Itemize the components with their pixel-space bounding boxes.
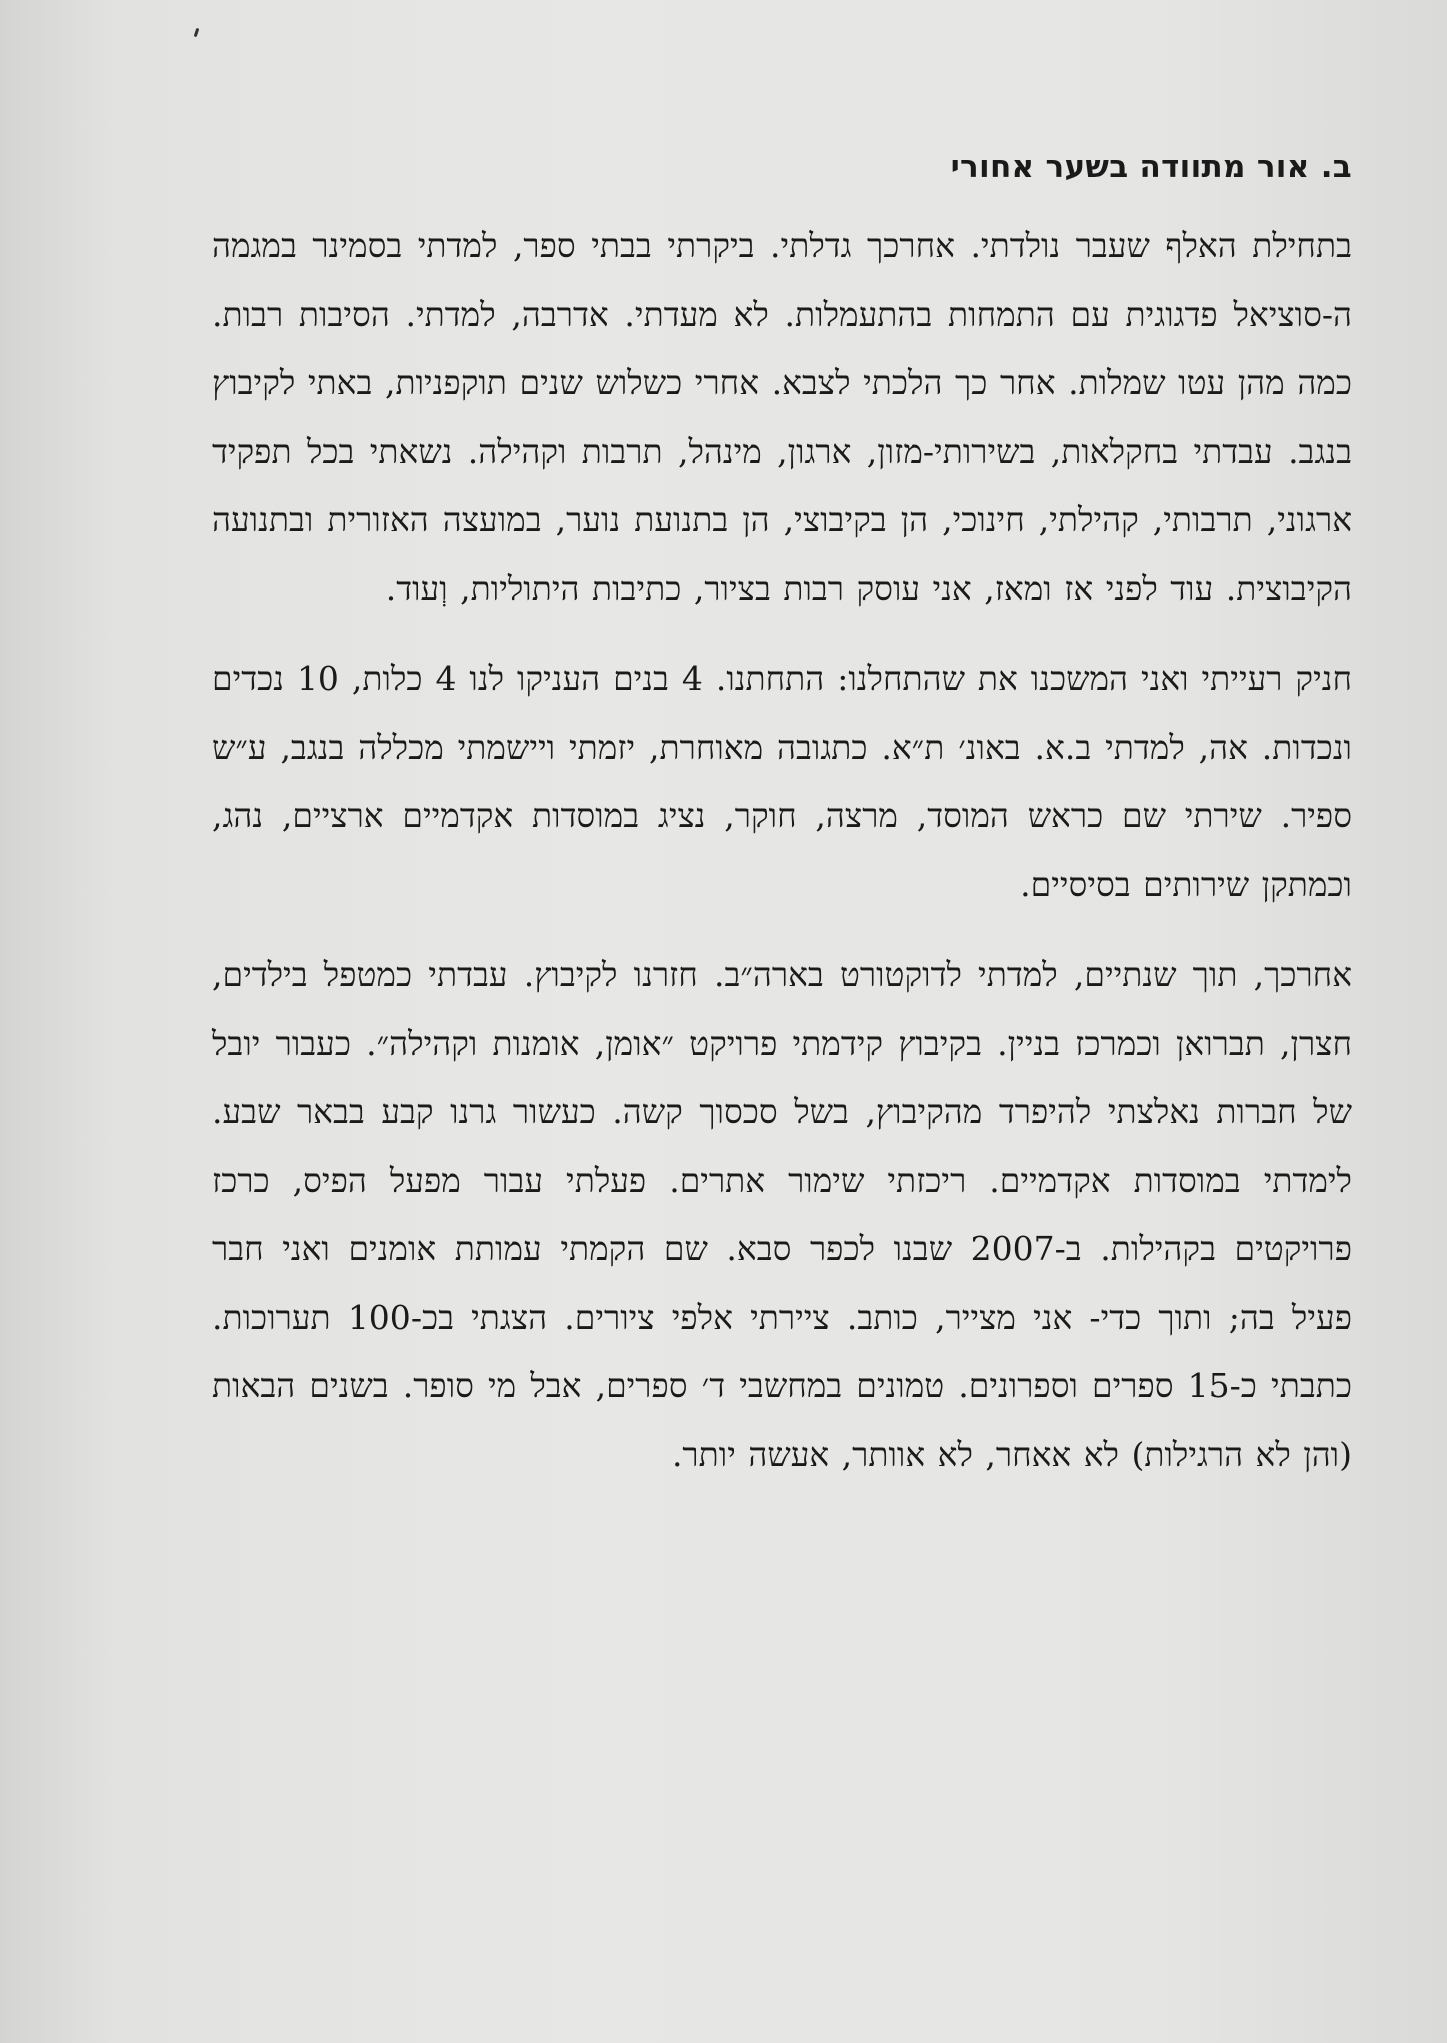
- paragraph-2: חניק רעייתי ואני המשכנו את שהתחלנו: התחתנו. 4 בנים העניקו לנו 4 כלות, 10 נכדים ונכדות. אה, למדתי ב.א. באונ׳ ת״א. כתגובה מאוחרת, יזמתי ויישמתי מכללה בנגב, ע״ש ספיר. שירתי שם כראש המוסד, מרצה, חוקר, נציג במוסדות אקדמיים ארציים, נהג, וכמתקן שירותים בסיסיים.: [212, 659, 1353, 904]
- section-heading: ב. אור מתוודה בשער אחורי: [950, 149, 1352, 185]
- page-content: [212, 130, 1352, 1489]
- ink-speck: [194, 28, 200, 37]
- paragraph-1: בתחילת האלף שעבר נולדתי. אחרכך גדלתי. ביקרתי בבתי ספר, למדתי בסמינר במגמה ה-סוציאל פדגוגית עם התמחות בהתעמלות. לא מעדתי. אדרבה, למדתי. הסיבות רבות. כמה מהן עטו שמלות. אחר כך הלכתי לצבא. אחרי כשלוש שנים תוקפניות, באתי לקיבוץ בנגב. עבדתי בחקלאות, בשירותי-מזון, ארגון, מינהל, תרבות וקהילה. נשאתי בכל תפקיד ארגוני, תרבותי, קהילתי, חינוכי, הן בקיבוצי, הן בתנועת נוער, במועצה האזורית ובתנועה הקיבוצית. עוד לפני אז ומאז, אני עוסק רבות בציור, כתיבות היתוליות, וְעוד.: [212, 226, 1352, 608]
- paragraph-3: אחרכך, תוך שנתיים, למדתי לדוקטורט בארה״ב. חזרנו לקיבוץ. עבדתי כמטפל בילדים, חצרן, תברואן וכמרכז בניין. בקיבוץ קידמתי פרויקט ״אומן, אומנות וקהילה״. כעבור יובל של חברות נאלצתי להיפרד מהקיבוץ, בשל סכסוך קשה. כעשור גרנו קבע בבאר שבע. לימדתי במוסדות אקדמיים. ריכזתי שימור אתרים. פעלתי עבור מפעל הפיס, כרכז פרויקטים בקהילות. ב-2007 שבנו לכפר סבא. שם הקמתי עמותת אומנים ואני חבר פעיל בה; ותוך כדי- אני מצייר, כותב. ציירתי אלפי ציורים. הצגתי בכ-100 תערוכות. כתבתי כ-15 ספרים וספרונים. טמונים במחשבי ד׳ ספרים, אבל מי סופר. בשנים הבאות (והן לא הרגילות) לא אאחר, לא אוותר, אעשה יותר.: [212, 955, 1352, 1474]
